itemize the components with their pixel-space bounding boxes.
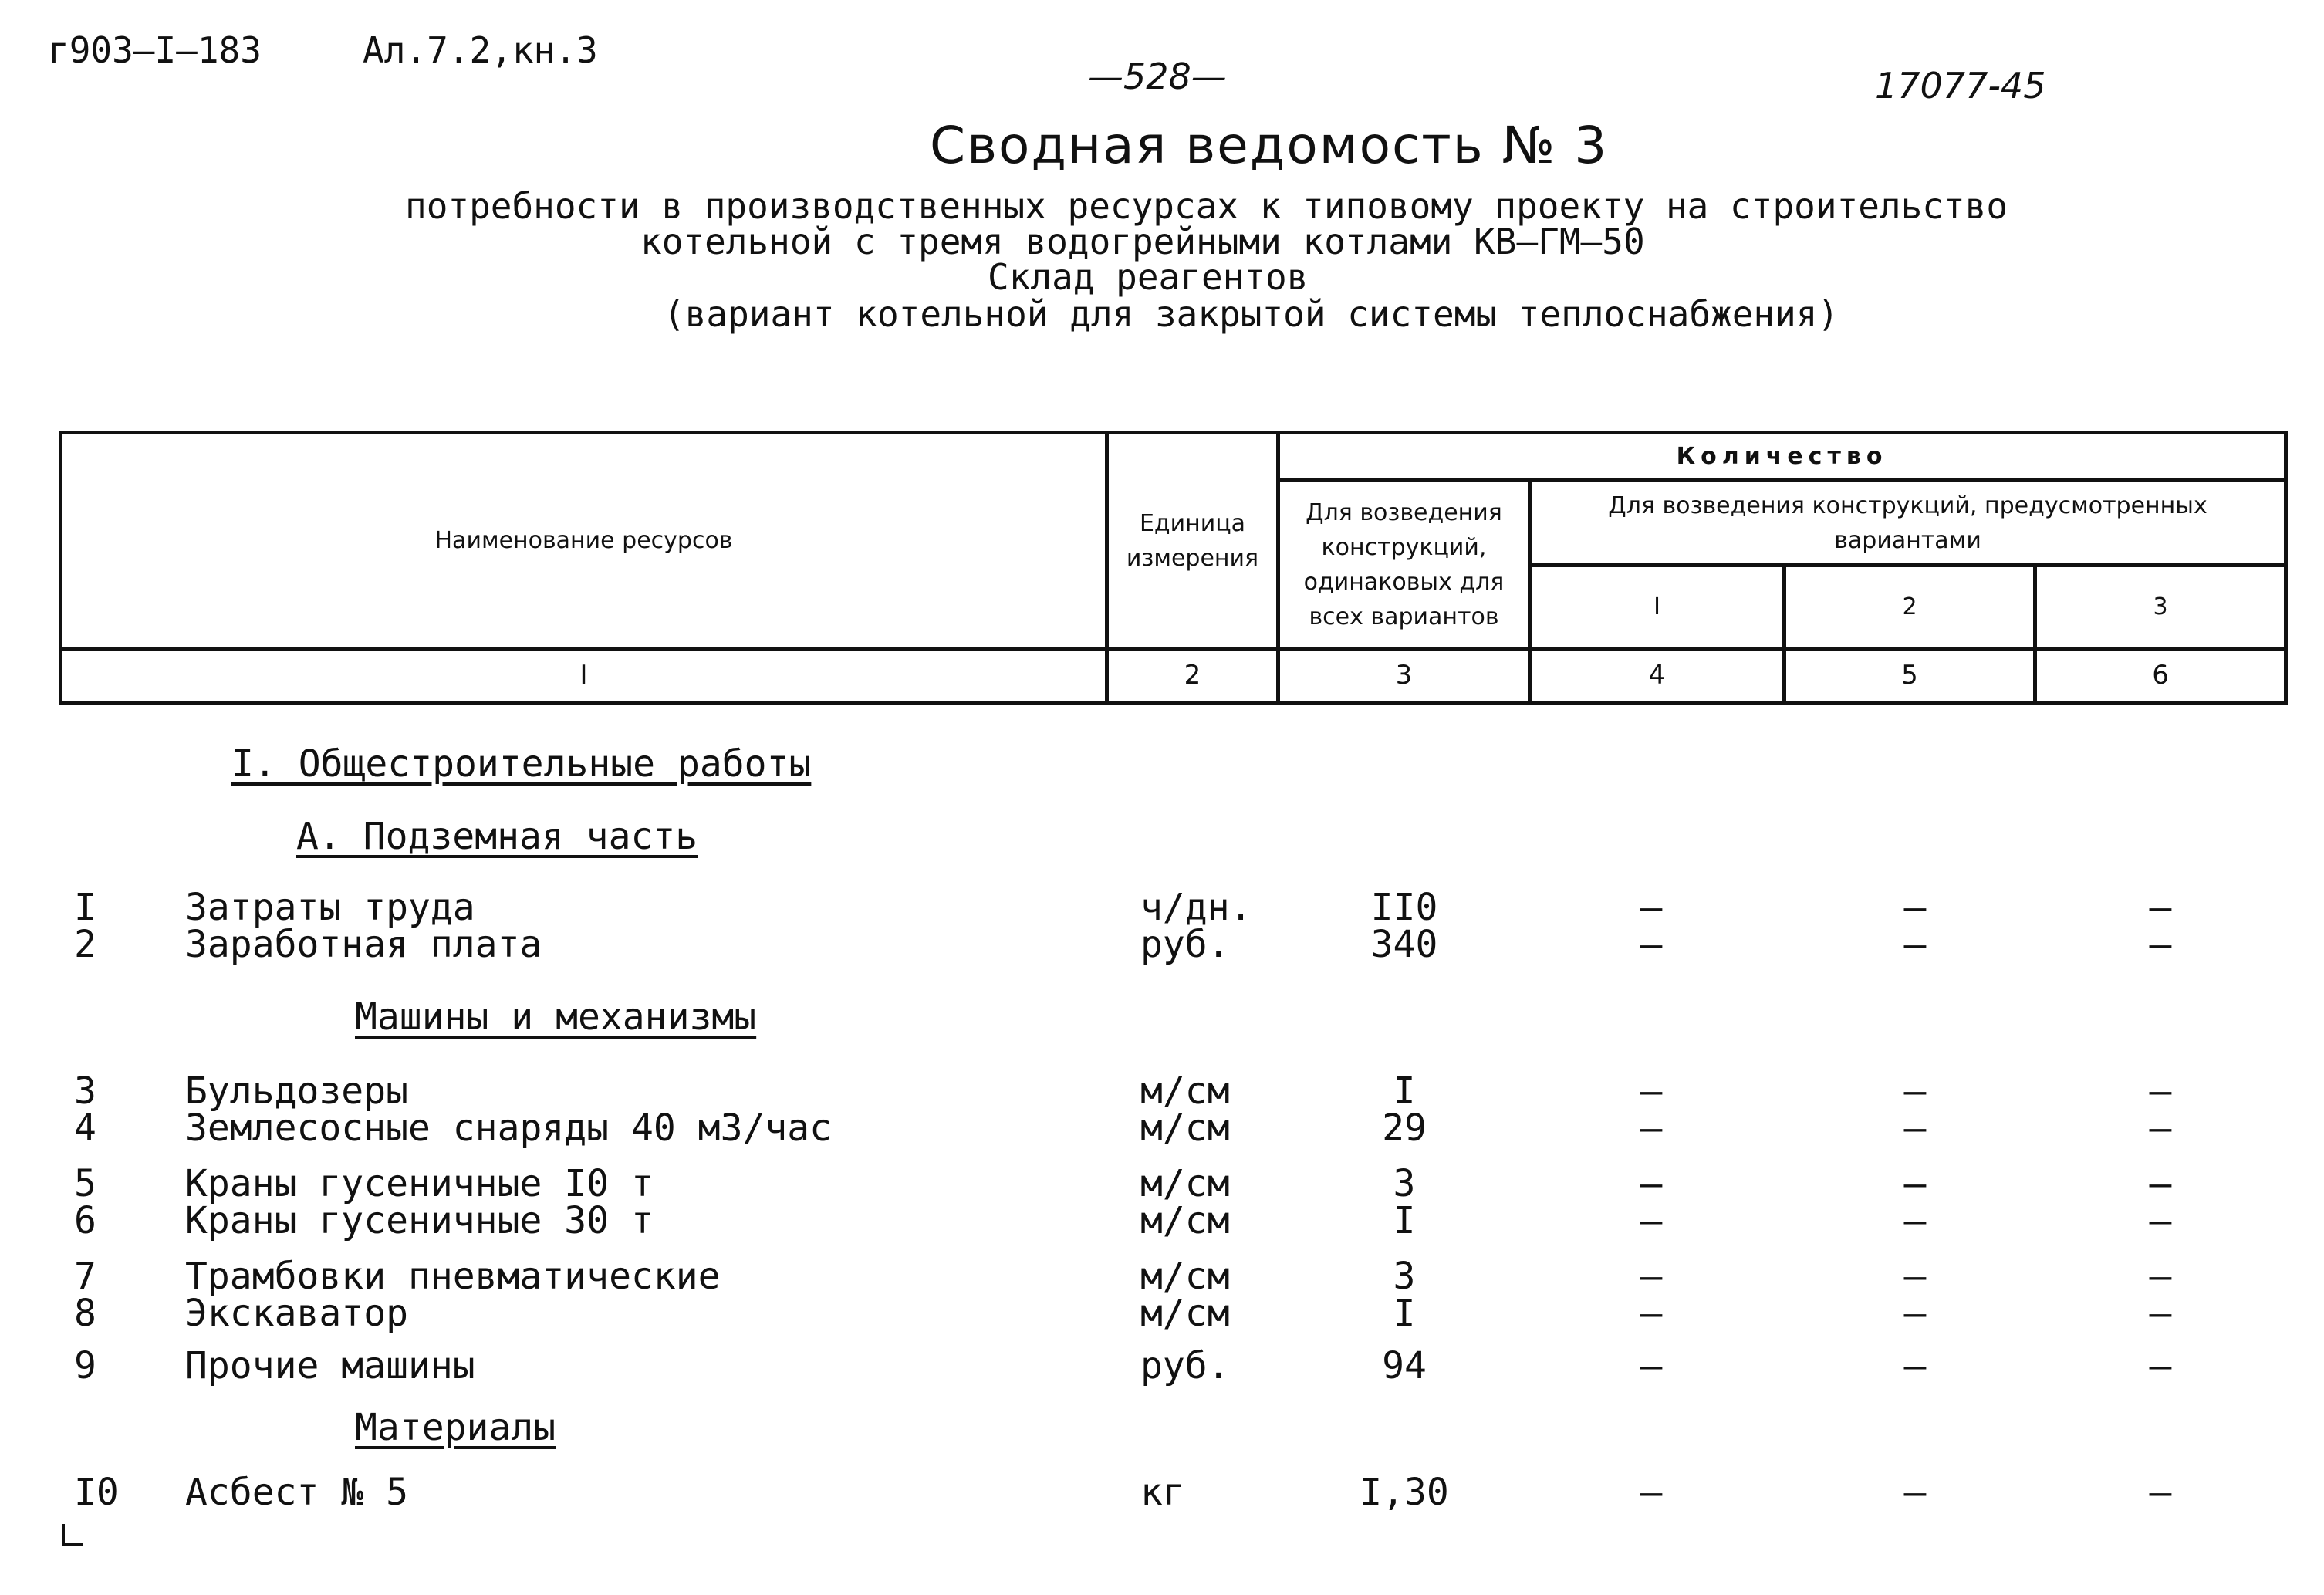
column-number: 5 bbox=[1785, 649, 2035, 703]
quantity-variant-3: – bbox=[2149, 1471, 2172, 1514]
quantity-variant-2: – bbox=[1903, 1471, 1927, 1514]
quantity-common: I bbox=[1393, 1070, 1416, 1113]
resource-name: Краны гусеничные 30 т bbox=[185, 1199, 654, 1242]
header-variant-3: 3 bbox=[2035, 566, 2286, 649]
album-reference: Ал.7.2,кн.3 bbox=[363, 29, 598, 71]
quantity-variant-1: – bbox=[1640, 1255, 1663, 1298]
subtitle-line: потребности в производственных ресурсах к типовому проекту на строительство bbox=[405, 185, 2008, 227]
header-variant-1: I bbox=[1530, 566, 1785, 649]
header-unit: Единица измерения bbox=[1107, 433, 1279, 649]
row-number: 2 bbox=[74, 923, 96, 966]
header-variant-2: 2 bbox=[1785, 566, 2035, 649]
quantity-common: 3 bbox=[1393, 1162, 1416, 1205]
unit-cell: ч/дн. bbox=[1140, 886, 1252, 929]
quantity-common: 3 bbox=[1393, 1255, 1416, 1298]
corner-mark bbox=[62, 1524, 83, 1546]
header-same-for-all: Для возведения конструкций, одинаковых для всех вариантов bbox=[1279, 481, 1530, 649]
row-number: 8 bbox=[74, 1292, 96, 1335]
resource-name: Заработная плата bbox=[185, 923, 542, 966]
row-number: 6 bbox=[74, 1199, 96, 1242]
unit-cell: м/см bbox=[1140, 1199, 1230, 1242]
quantity-variant-3: – bbox=[2149, 1292, 2172, 1335]
column-number: 4 bbox=[1530, 649, 1785, 703]
header-quantity: Количество bbox=[1279, 433, 2286, 481]
quantity-common: I bbox=[1393, 1292, 1416, 1335]
resource-name: Краны гусеничные I0 т bbox=[185, 1162, 654, 1205]
quantity-variant-3: – bbox=[2149, 923, 2172, 966]
row-number: I0 bbox=[74, 1471, 119, 1514]
group-heading-machines: Машины и механизмы bbox=[355, 995, 757, 1039]
resources-table-header bbox=[59, 431, 2288, 705]
unit-cell: м/см bbox=[1140, 1255, 1230, 1298]
quantity-variant-2: – bbox=[1903, 923, 1927, 966]
quantity-variant-3: – bbox=[2149, 1344, 2172, 1387]
resource-name: Затраты труда bbox=[185, 886, 475, 929]
quantity-variant-1: – bbox=[1640, 1107, 1663, 1150]
quantity-variant-2: – bbox=[1903, 1107, 1927, 1150]
quantity-variant-1: – bbox=[1640, 886, 1663, 929]
quantity-common: 29 bbox=[1382, 1107, 1427, 1150]
quantity-variant-1: – bbox=[1640, 1471, 1663, 1514]
unit-cell: руб. bbox=[1140, 923, 1230, 966]
row-number: 5 bbox=[74, 1162, 96, 1205]
quantity-variant-3: – bbox=[2149, 1199, 2172, 1242]
quantity-variant-1: – bbox=[1640, 1162, 1663, 1205]
quantity-variant-2: – bbox=[1903, 1162, 1927, 1205]
subtitle-line: котельной с тремя водогрейными котлами КВ–ГМ–50 bbox=[640, 221, 1645, 262]
document-title: Сводная ведомость № 3 bbox=[930, 116, 1609, 175]
row-number: 9 bbox=[74, 1344, 96, 1387]
quantity-variant-3: – bbox=[2149, 886, 2172, 929]
quantity-variant-2: – bbox=[1903, 1255, 1927, 1298]
quantity-common: I,30 bbox=[1360, 1471, 1449, 1514]
subtitle-line: Склад реагентов bbox=[988, 256, 1309, 298]
column-number: 3 bbox=[1279, 649, 1530, 703]
quantity-variant-3: – bbox=[2149, 1107, 2172, 1150]
group-heading-materials: Материалы bbox=[355, 1406, 556, 1449]
document-code: г903–I–183 bbox=[48, 29, 262, 71]
resource-name: Экскаватор bbox=[185, 1292, 408, 1335]
quantity-variant-1: – bbox=[1640, 1292, 1663, 1335]
inventory-number: 17077-45 bbox=[1875, 65, 2046, 106]
subtitle-line: (вариант котельной для закрытой системы теплоснабжения) bbox=[664, 293, 1839, 335]
row-number: 7 bbox=[74, 1255, 96, 1298]
row-number: 3 bbox=[74, 1070, 96, 1113]
resource-name: Землесосные снаряды 40 м3/час bbox=[185, 1107, 833, 1150]
unit-cell: м/см bbox=[1140, 1107, 1230, 1150]
quantity-variant-2: – bbox=[1903, 1292, 1927, 1335]
quantity-common: 94 bbox=[1382, 1344, 1427, 1387]
quantity-common: 340 bbox=[1370, 923, 1438, 966]
quantity-variant-2: – bbox=[1903, 886, 1927, 929]
quantity-variant-3: – bbox=[2149, 1255, 2172, 1298]
resource-name: Прочие машины bbox=[185, 1344, 475, 1387]
quantity-variant-2: – bbox=[1903, 1344, 1927, 1387]
header-resource-name: Наименование ресурсов bbox=[61, 433, 1107, 649]
subsection-heading: А. Подземная часть bbox=[296, 815, 698, 858]
quantity-variant-2: – bbox=[1903, 1070, 1927, 1113]
resource-name: Асбест № 5 bbox=[185, 1471, 408, 1514]
quantity-variant-3: – bbox=[2149, 1162, 2172, 1205]
quantity-common: II0 bbox=[1370, 886, 1438, 929]
row-number: I bbox=[74, 886, 96, 929]
row-number: 4 bbox=[74, 1107, 96, 1150]
unit-cell: кг bbox=[1140, 1471, 1185, 1514]
unit-cell: м/см bbox=[1140, 1292, 1230, 1335]
column-number: I bbox=[61, 649, 1107, 703]
quantity-variant-2: – bbox=[1903, 1199, 1927, 1242]
quantity-variant-3: – bbox=[2149, 1070, 2172, 1113]
resource-name: Трамбовки пневматические bbox=[185, 1255, 721, 1298]
quantity-variant-1: – bbox=[1640, 1344, 1663, 1387]
unit-cell: м/см bbox=[1140, 1070, 1230, 1113]
page-number: —528— bbox=[1088, 56, 1227, 97]
header-by-variants: Для возведения конструкций, предусмотренных вариантами bbox=[1530, 481, 2286, 566]
column-number: 6 bbox=[2035, 649, 2286, 703]
quantity-variant-1: – bbox=[1640, 1199, 1663, 1242]
quantity-variant-1: – bbox=[1640, 923, 1663, 966]
unit-cell: руб. bbox=[1140, 1344, 1230, 1387]
column-number: 2 bbox=[1107, 649, 1279, 703]
resource-name: Бульдозеры bbox=[185, 1070, 408, 1113]
section-heading: I. Общестроительные работы bbox=[231, 742, 812, 786]
quantity-variant-1: – bbox=[1640, 1070, 1663, 1113]
unit-cell: м/см bbox=[1140, 1162, 1230, 1205]
quantity-common: I bbox=[1393, 1199, 1416, 1242]
